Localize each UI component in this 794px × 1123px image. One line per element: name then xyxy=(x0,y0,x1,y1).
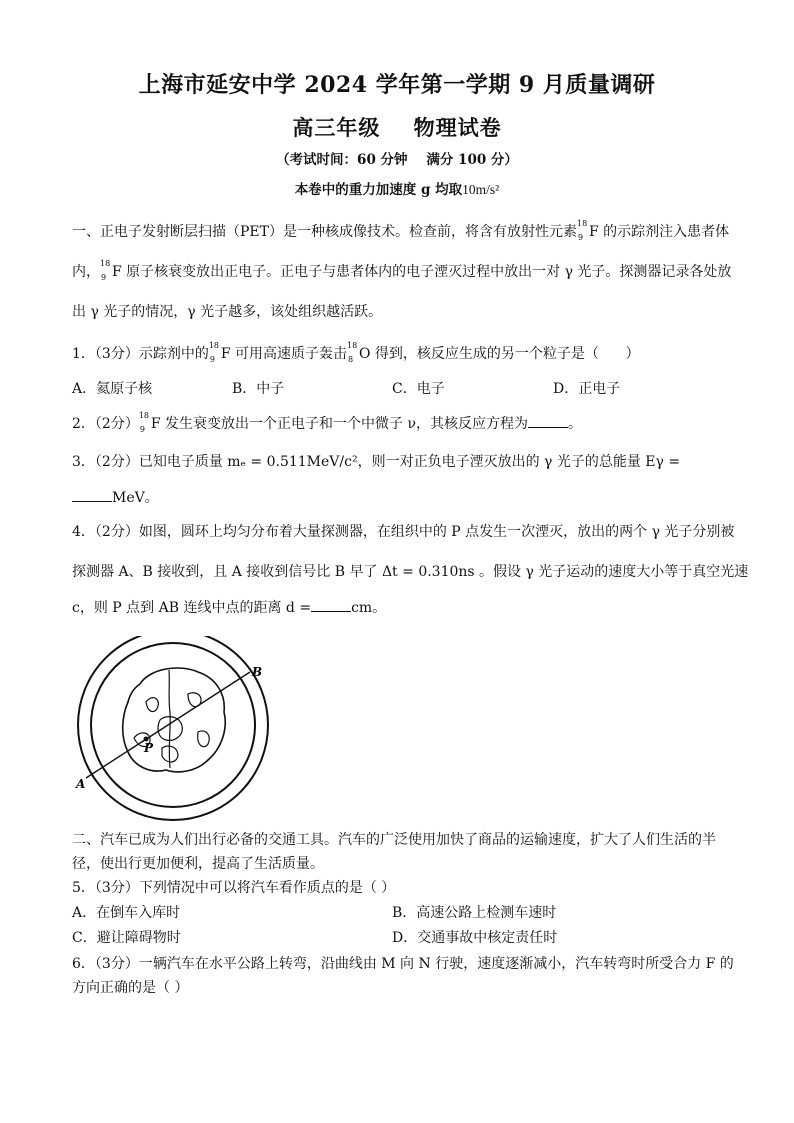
q1-stem-c: O 得到，核反应生成的另一个粒子是（ ） xyxy=(359,346,640,362)
q1-option-c[interactable]: C．电子 xyxy=(392,381,445,397)
section1-intro-line2-text: 内， xyxy=(72,264,100,280)
brain-lobe-lower-right xyxy=(198,731,210,747)
gravity-note xyxy=(0,178,794,198)
nuclide-f18 xyxy=(576,219,589,242)
section1-intro-line1-text: 一、正电子发射断层扫描（PET）是一种核成像技术。检查前，将含有放射性元素 xyxy=(72,224,577,240)
nuclide-number: 9 xyxy=(577,233,584,242)
question-6-line2: 方向正确的是（ ） xyxy=(72,980,189,996)
brain-midline xyxy=(169,670,170,768)
nuclide-number: 9 xyxy=(101,273,107,282)
exam-info: （考试时间：60 分钟 满分 100 分） xyxy=(276,152,518,168)
detector-ring-outer xyxy=(78,636,268,820)
q5-option-d[interactable]: D．交通事故中核定责任时 xyxy=(392,930,558,946)
section2-intro-line1: 二、汽车已成为人们出行必备的交通工具。汽车的广泛使用加快了商品的运输速度，扩大了人们生活的半 xyxy=(72,832,716,848)
question-3-answer-line xyxy=(72,487,159,508)
answer-blank[interactable] xyxy=(311,597,351,612)
nuclide-mass: 18 xyxy=(100,259,111,268)
answer-blank[interactable] xyxy=(72,487,112,502)
q2-stem-a: 2．（2分） xyxy=(72,416,139,432)
question-1-stem xyxy=(72,341,640,364)
question-4-line2: 探测器 A、B 接收到，且 A 接收到信号比 B 早了 Δt = 0.310ns 。假设 γ 光子运动的速度大小等于真空光速 xyxy=(72,564,749,580)
nuclide-f18 xyxy=(100,259,112,282)
q5-option-b[interactable]: B．高速公路上检测车速时 xyxy=(392,905,557,921)
section1-intro-line3: 出 γ 光子的情况，γ 光子越多，该处组织越活跃。 xyxy=(72,304,383,320)
nuclide-number: 8 xyxy=(348,355,354,364)
brain-outline xyxy=(123,668,225,772)
brain-ventricle-left xyxy=(146,698,158,712)
gravity-unit: 10m/s² xyxy=(462,182,500,197)
pet-detector-figure xyxy=(70,636,280,826)
nuclide-f18 xyxy=(138,411,151,434)
question-5-stem: 5．（3分）下列情况中可以将汽车看作质点的是（ ） xyxy=(72,880,396,896)
nuclide-f18 xyxy=(208,341,221,364)
label-p: P xyxy=(144,741,154,755)
q2-stem-end: 。 xyxy=(567,416,582,432)
q4-line3-a: c，则 P 点到 AB 连线中点的距离 d = xyxy=(72,600,312,616)
nuclide-mass: 18 xyxy=(576,219,588,228)
q1-option-d[interactable]: D．正电子 xyxy=(553,381,621,397)
q4-line3-b: cm。 xyxy=(351,600,387,616)
section2-intro-line2: 径，使出行更加便利，提高了生活质量。 xyxy=(72,856,324,872)
q1-option-a[interactable]: A．氦原子核 xyxy=(72,381,153,397)
nuclide-number: 9 xyxy=(139,425,145,434)
answer-blank[interactable] xyxy=(528,413,568,428)
label-a: A xyxy=(76,777,86,791)
school-title: 上海市延安中学 2024 学年第一学期 9 月质量调研 xyxy=(138,72,656,98)
q5-option-c[interactable]: C．避让障碍物时 xyxy=(72,930,181,946)
nuclide-mass: 18 xyxy=(347,341,358,350)
section1-intro-line1 xyxy=(72,219,730,242)
section1-intro-line2 xyxy=(72,259,732,282)
q2-stem-b: F 发生衰变放出一个正电子和一个中微子 ν，其核反应方程为 xyxy=(150,416,528,432)
question-4-line3 xyxy=(72,597,386,618)
gravity-text: 本卷中的重力加速度 g 均取 xyxy=(294,182,463,198)
q1-stem-a: 1．（3分）示踪剂中的 xyxy=(72,346,209,362)
section1-intro-line2-text-b: F 原子核衰变放出正电子。正电子与患者体内的电子湮灭过程中放出一对 γ 光子。探测器记录各处放 xyxy=(112,264,732,280)
question-6-line1: 6．（3分）一辆汽车在水平公路上转弯，沿曲线由 M 向 N 行驶，速度逐渐减小，汽车转弯时所受合力 F 的 xyxy=(72,956,734,972)
nuclide-mass: 18 xyxy=(208,341,220,350)
label-b: B xyxy=(252,665,263,679)
nuclide-mass: 18 xyxy=(138,411,150,420)
q1-option-b[interactable]: B．中子 xyxy=(232,381,285,397)
question-2-stem xyxy=(72,413,582,434)
question-3-stem: 3．（2分）已知电子质量 mₑ = 0.511MeV/c²，则一对正负电子湮灭放出的 γ 光子的总能量 Eγ = xyxy=(72,454,681,470)
grade-title: 高三年级 物理试卷 xyxy=(292,115,502,140)
section1-intro-line1-text-b: F 的示踪剂注入患者体 xyxy=(588,224,730,240)
q1-stem-b: F 可用高速质子轰击 xyxy=(220,346,347,362)
nuclide-o18 xyxy=(347,341,359,364)
question-4-line1: 4．（2分）如图，圆环上均匀分布着大量探测器，在组织中的 P 点发生一次湮灭，放出的两个 γ 光子分别被 xyxy=(72,524,735,540)
nuclide-number: 9 xyxy=(209,355,215,364)
q3-stem-end: MeV。 xyxy=(112,490,159,506)
q5-option-a[interactable]: A．在倒车入库时 xyxy=(72,905,181,921)
